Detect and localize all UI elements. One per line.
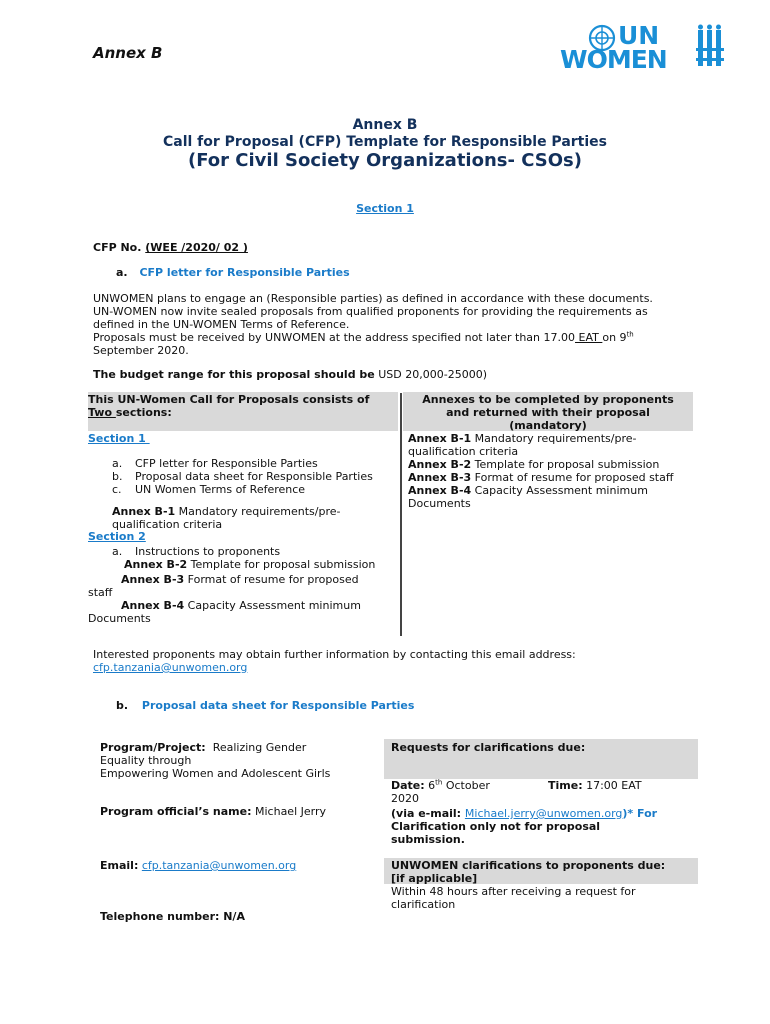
clarifications-title — [391, 859, 665, 885]
time-label: Time: — [548, 779, 583, 792]
table-section-1-link[interactable]: Section 1 — [88, 432, 150, 445]
list-marker: b. — [112, 470, 123, 483]
time-block — [548, 779, 642, 792]
title-call-for-proposal: Call for Proposal (CFP) Template for Responsible Parties — [162, 134, 607, 150]
official-label: Program official’s name: — [100, 805, 252, 818]
via-email-link[interactable]: Michael.jerry@unwomen.org — [464, 807, 623, 820]
annex-label: Annex B-2 — [408, 458, 472, 471]
clarifications-text — [391, 885, 636, 911]
part-b-heading — [116, 699, 414, 712]
program-block — [100, 741, 330, 780]
contact-email-link[interactable]: cfp.tanzania@unwomen.org — [93, 661, 248, 674]
requests-title: Requests for clarifications due: — [391, 741, 586, 754]
table-left-heading — [88, 393, 369, 419]
clar-text: Within 48 hours after receiving a request for — [391, 885, 636, 898]
program-text: Empowering Women and Adolescent Girls — [100, 767, 331, 780]
annex-text: Format of resume for proposed staff — [471, 471, 674, 484]
telephone-line: Telephone number: N/A — [100, 910, 245, 923]
right-heading-line: and returned with their proposal — [446, 406, 650, 419]
logo-text-un: UN — [618, 21, 660, 50]
annex-label: Annex B-4 — [121, 599, 185, 612]
cfp-label: CFP No. — [93, 241, 142, 254]
list-item — [112, 470, 373, 483]
right-heading-line: (mandatory) — [509, 419, 587, 432]
deadline-sup: th — [626, 330, 634, 339]
contact-text: Interested proponents may obtain further information by contacting this email address: — [93, 648, 576, 661]
intro-line: September 2020. — [93, 344, 189, 357]
program-text: Equality through — [100, 754, 192, 767]
list-marker: a. — [112, 457, 123, 470]
email-line — [100, 859, 296, 872]
intro-line: defined in the UN-WOMEN Terms of Reference. — [93, 318, 350, 331]
via-tail: submission. — [391, 833, 465, 846]
title-csos: (For Civil Society Organizations- CSOs) — [188, 150, 582, 171]
date-label: Date: — [391, 779, 425, 792]
official-value: Michael Jerry — [251, 805, 326, 818]
cfp-number — [93, 241, 248, 254]
deadline-eat: EAT — [575, 331, 603, 344]
list-item — [112, 457, 373, 470]
annex-text: qualification criteria — [112, 518, 223, 531]
list-marker: a. — [112, 545, 123, 558]
program-label: Program/Project: — [100, 741, 206, 754]
cfp-value: (WEE /2020/ 02 ) — [145, 241, 248, 254]
section-2-item — [112, 545, 280, 558]
annex-text: staff — [88, 586, 113, 599]
deadline-date: on 9 — [602, 331, 627, 344]
part-b-title: Proposal data sheet for Responsible Parties — [141, 699, 415, 712]
table-right-heading — [403, 393, 693, 432]
left-annex-b2 — [124, 558, 375, 571]
left-heading-line: This UN-Women Call for Proposals consists of — [88, 393, 370, 406]
annex-text: Mandatory requirements/pre- — [175, 505, 341, 518]
part-a-title: CFP letter for Responsible Parties — [139, 266, 350, 279]
time-value: 17:00 EAT — [582, 779, 642, 792]
list-text: CFP letter for Responsible Parties — [135, 457, 318, 470]
via-tail: )* For — [622, 807, 658, 820]
intro-line: UNWOMEN plans to engage an (Responsible parties) as defined in accordance with these documents. — [93, 292, 653, 305]
via-tail: Clarification only not for proposal — [391, 820, 601, 833]
title-annex: Annex B — [352, 117, 418, 133]
budget-value: USD 20,000-25000) — [378, 368, 487, 381]
header-annex-label: Annex B — [93, 44, 163, 62]
sections-label: sections: — [115, 406, 172, 419]
date-year: 2020 — [391, 792, 419, 805]
list-item — [112, 483, 373, 496]
intro-deadline-line — [93, 331, 693, 344]
left-annex-b4 — [88, 599, 398, 625]
email-label: Email: — [100, 859, 139, 872]
part-a-marker: a. — [116, 266, 128, 279]
date-sup: th — [435, 778, 443, 787]
right-heading-line: Annexes to be completed by proponents — [422, 393, 674, 406]
annex-label: Annex B-3 — [121, 573, 185, 586]
annex-text: Template for proposal submission — [471, 458, 660, 471]
intro-line: UN-WOMEN now invite sealed proposals from qualified proponents for providing the requirements as — [93, 305, 648, 318]
program-text: Realizing Gender — [205, 741, 307, 754]
clar-text: clarification — [391, 898, 456, 911]
part-a-heading — [116, 266, 350, 279]
table-section-2-link[interactable]: Section 2 — [88, 530, 146, 543]
budget-label: The budget range for this proposal should be — [93, 368, 375, 381]
annex-text: Documents — [408, 497, 471, 510]
annex-label: Annex B-1 — [408, 432, 472, 445]
annex-text: Format of resume for proposed — [184, 573, 359, 586]
annex-label: Annex B-1 — [112, 505, 176, 518]
left-annex-b1 — [112, 505, 340, 531]
annex-label: Annex B-3 — [408, 471, 472, 484]
via-email-block — [391, 807, 657, 846]
clar-title: [if applicable] — [391, 872, 478, 885]
annex-text: Mandatory requirements/pre- — [471, 432, 637, 445]
date-block — [391, 779, 490, 805]
annex-text: qualification criteria — [408, 445, 519, 458]
list-text: UN Women Terms of Reference — [135, 483, 306, 496]
annex-label: Annex B-4 — [408, 484, 472, 497]
annex-text: Template for proposal submission — [187, 558, 376, 571]
clar-title: UNWOMEN clarifications to proponents due: — [391, 859, 666, 872]
left-heading-line2 — [88, 406, 369, 419]
logo-text-women: WOMEN — [560, 45, 667, 74]
intro-paragraph — [93, 292, 693, 357]
list-text: Proposal data sheet for Responsible Parties — [135, 470, 373, 483]
date-value: 6 — [424, 779, 436, 792]
two-label: Two — [88, 406, 116, 419]
figures-emblem-icon — [696, 24, 726, 72]
part-b-marker: b. — [116, 699, 129, 712]
date-month: October — [442, 779, 490, 792]
right-annex-list — [408, 432, 698, 510]
annex-label: Annex B-2 — [124, 558, 188, 571]
email-link[interactable]: cfp.tanzania@unwomen.org — [141, 859, 297, 872]
via-label: (via e-mail: — [391, 807, 465, 820]
table-divider — [400, 393, 402, 636]
annex-text: Documents — [88, 612, 151, 625]
annex-text: Capacity Assessment minimum — [471, 484, 648, 497]
left-annex-b3 — [88, 573, 398, 599]
un-women-logo — [558, 22, 730, 74]
list-marker: c. — [112, 483, 122, 496]
annex-text: Capacity Assessment minimum — [184, 599, 361, 612]
section-1-list — [112, 457, 373, 496]
budget-line — [93, 368, 487, 381]
list-text: Instructions to proponents — [135, 545, 281, 558]
section-1-link[interactable]: Section 1 — [356, 202, 414, 215]
deadline-text: Proposals must be received by UNWOMEN at the address specified not later than 17.00 — [93, 331, 576, 344]
official-name — [100, 805, 326, 818]
